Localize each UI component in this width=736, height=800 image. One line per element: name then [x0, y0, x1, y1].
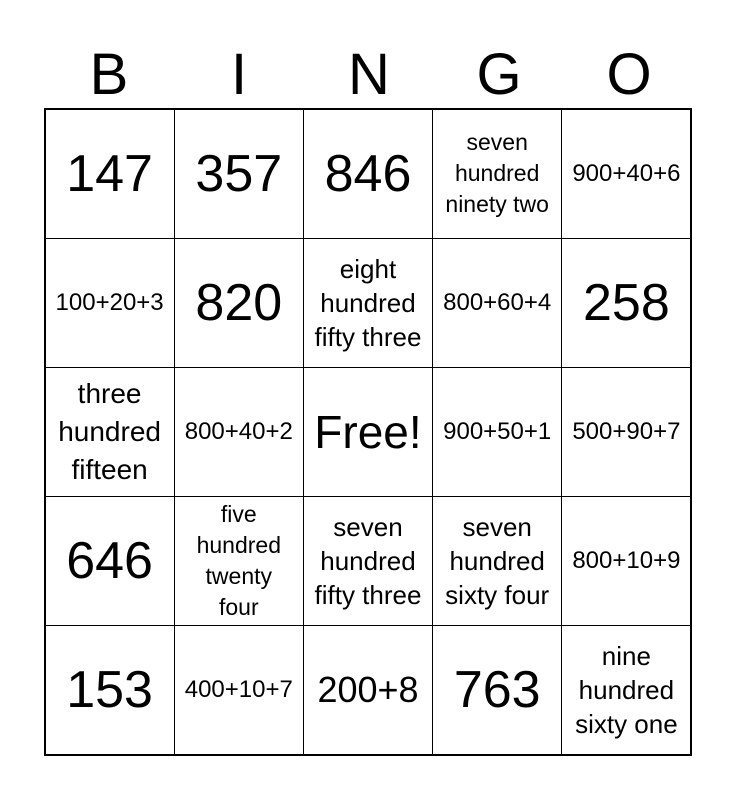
header-letter-n: N: [348, 42, 390, 107]
bingo-cell[interactable]: 820: [174, 238, 304, 368]
bingo-cell[interactable]: 763: [432, 625, 562, 755]
bingo-cell[interactable]: five hundred twenty four: [174, 496, 304, 626]
bingo-cell[interactable]: seven hundred sixty four: [432, 496, 562, 626]
bingo-cell[interactable]: 900+40+6: [561, 109, 691, 239]
bingo-cell[interactable]: 357: [174, 109, 304, 239]
bingo-cell[interactable]: 800+40+2: [174, 367, 304, 497]
free-space-cell[interactable]: Free!: [303, 367, 433, 497]
bingo-cell[interactable]: 800+60+4: [432, 238, 562, 368]
bingo-cell[interactable]: 900+50+1: [432, 367, 562, 497]
header-letter-o: O: [606, 42, 652, 107]
bingo-cell[interactable]: 147: [45, 109, 175, 239]
bingo-cell[interactable]: three hundred fifteen: [45, 367, 175, 497]
bingo-cell[interactable]: seven hundred ninety two: [432, 109, 562, 239]
header-letter-b: B: [89, 42, 129, 107]
header-letter-i: I: [230, 42, 248, 107]
bingo-cell[interactable]: 100+20+3: [45, 238, 175, 368]
bingo-cell[interactable]: 258: [561, 238, 691, 368]
bingo-cell[interactable]: nine hundred sixty one: [561, 625, 691, 755]
bingo-cell[interactable]: 500+90+7: [561, 367, 691, 497]
bingo-cell[interactable]: 800+10+9: [561, 496, 691, 626]
bingo-cell[interactable]: 846: [303, 109, 433, 239]
bingo-header: [44, 40, 694, 110]
bingo-cell[interactable]: 200+8: [303, 625, 433, 755]
header-letter-g: G: [476, 42, 522, 107]
bingo-cell[interactable]: 400+10+7: [174, 625, 304, 755]
bingo-cell[interactable]: eight hundred fifty three: [303, 238, 433, 368]
bingo-grid: [44, 108, 692, 756]
bingo-cell[interactable]: 153: [45, 625, 175, 755]
bingo-cell[interactable]: seven hundred fifty three: [303, 496, 433, 626]
bingo-cell[interactable]: 646: [45, 496, 175, 626]
